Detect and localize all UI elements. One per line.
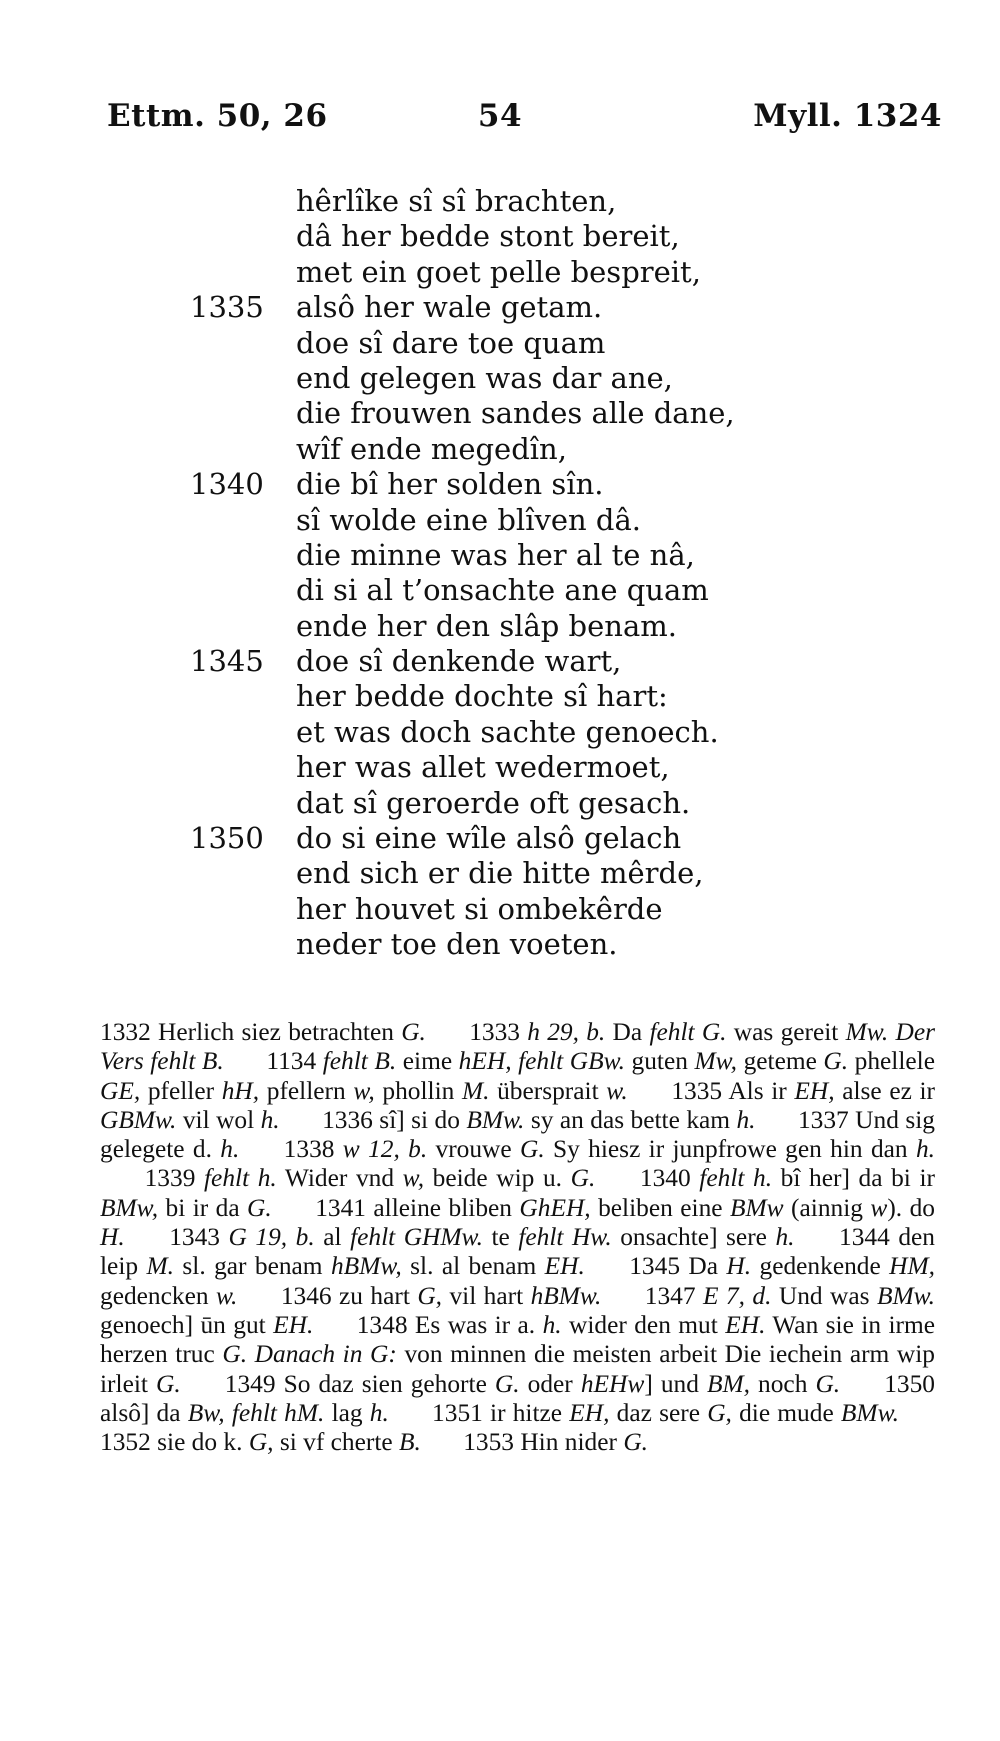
line-number: 1340 <box>190 467 264 502</box>
note-text: Und was <box>771 1281 877 1310</box>
verse-text: met ein goet pelle bespreit, <box>296 254 701 289</box>
note-siglum: h. <box>260 1105 280 1134</box>
note-text: lag <box>324 1398 370 1427</box>
note-siglum: w 12, b. <box>342 1135 428 1164</box>
note-text: 1340 <box>639 1164 700 1193</box>
note-text: te <box>482 1223 519 1252</box>
note-text: 1134 <box>266 1047 323 1076</box>
verse-text: do si eine wîle alsô gelach <box>296 821 682 856</box>
note-siglum: fehlt G. <box>649 1018 727 1046</box>
note-siglum: GhEH, <box>519 1193 591 1222</box>
note-siglum: Mw. Der Vers fehlt B. <box>100 1018 935 1076</box>
note-siglum: B. <box>399 1428 421 1457</box>
verse-line <box>0 184 1000 219</box>
note-siglum: fehlt B. <box>322 1047 397 1076</box>
verse-line <box>0 290 1000 325</box>
verse-text: dâ her bedde stont bereit, <box>296 219 680 254</box>
note-siglum: EH. <box>273 1310 314 1339</box>
note-text: vrouwe <box>427 1135 520 1164</box>
note-text: 1332 Herlich siez betrachten <box>100 1018 402 1046</box>
note-siglum: Mw, <box>694 1047 738 1076</box>
note-siglum: E 7, d. <box>703 1281 772 1310</box>
note-siglum: h. <box>736 1105 756 1134</box>
verse-line <box>0 821 1000 856</box>
note-text: übersprait <box>489 1076 607 1105</box>
note-siglum: hBMw. <box>530 1281 602 1310</box>
note-text: 1333 <box>469 1018 528 1046</box>
note-text: 1351 ir hitze <box>432 1398 570 1427</box>
note-siglum: h. <box>369 1398 389 1427</box>
note-text: bî her] da bi ir <box>772 1164 935 1193</box>
verse-text: sî wolde eine blîven dâ. <box>296 502 641 537</box>
verse-line <box>0 856 1000 891</box>
note-siglum: h. <box>915 1135 935 1164</box>
note-siglum: h. <box>775 1223 795 1252</box>
note-text: eime <box>396 1047 459 1076</box>
note-text: phollin <box>374 1076 462 1105</box>
note-text: gedencken <box>100 1281 216 1310</box>
note-text: vil hart <box>442 1281 531 1310</box>
note-text: bi ir da <box>158 1193 248 1222</box>
note-siglum: G. <box>815 1369 841 1398</box>
verse-line <box>0 361 1000 396</box>
note-siglum: BM, <box>706 1369 750 1398</box>
note-text: beide wip u. <box>424 1164 571 1193</box>
note-text: ). do <box>887 1193 935 1222</box>
poem-text <box>0 184 1000 963</box>
note-siglum: w. <box>606 1076 628 1105</box>
line-number: 1350 <box>190 821 264 856</box>
verse-line <box>0 609 1000 644</box>
note-text: pfellern <box>259 1076 354 1105</box>
note-siglum: Bw, fehlt hM. <box>187 1398 325 1427</box>
verse-line <box>0 644 1000 679</box>
note-siglum: G. <box>570 1164 596 1193</box>
note-siglum: hBMw, <box>330 1252 402 1281</box>
note-text: 1341 alleine bliben <box>315 1193 520 1222</box>
note-siglum: G. <box>823 1047 849 1076</box>
note-siglum: EH, <box>794 1076 835 1105</box>
note-text: Wan sie in irme herzen truc <box>100 1310 935 1369</box>
verse-line <box>0 219 1000 254</box>
note-siglum: G, <box>707 1398 732 1427</box>
note-text: geteme <box>737 1047 824 1076</box>
verse-text: neder toe den voeten. <box>296 927 618 962</box>
note-siglum: GBMw. <box>100 1105 177 1134</box>
verse-text: her was allet wedermoet, <box>296 750 670 785</box>
note-text: 1353 Hin nider <box>463 1428 624 1457</box>
note-siglum: h. <box>542 1310 562 1339</box>
verse-text: her houvet si ombekêrde <box>296 891 663 926</box>
note-siglum: G. <box>494 1369 520 1398</box>
note-siglum: fehlt h. <box>699 1164 773 1193</box>
note-text: was gereit <box>726 1018 846 1046</box>
note-text: (ainnig <box>783 1193 871 1222</box>
verse-text: alsô her wale getam. <box>296 290 603 325</box>
note-siglum: h 29, b. <box>527 1018 606 1046</box>
line-number: 1335 <box>190 290 264 325</box>
note-siglum: G, <box>417 1281 443 1310</box>
verse-text: die bî her solden sîn. <box>296 467 604 502</box>
note-text: genoech] ūn gut <box>100 1310 274 1339</box>
note-text: 1338 <box>283 1135 343 1164</box>
verse-text: die frouwen sandes alle dane, <box>296 396 735 431</box>
verse-text: et was doch sachte genoech. <box>296 714 719 749</box>
verse-line <box>0 503 1000 538</box>
note-text: ] und <box>644 1369 707 1398</box>
note-siglum: G. <box>247 1193 272 1222</box>
note-text: 1343 <box>169 1223 229 1252</box>
verse-line <box>0 467 1000 502</box>
verse-text: doe sî denkende wart, <box>296 644 622 679</box>
verse-text: her bedde dochte sî hart: <box>296 679 668 714</box>
note-siglum: GE, <box>100 1076 141 1105</box>
note-text: 1344 den leip <box>100 1223 935 1281</box>
note-text: al <box>314 1223 351 1252</box>
note-siglum: BMw. <box>840 1398 899 1427</box>
note-text: vil wol <box>176 1105 261 1134</box>
note-text: 1348 Es was ir a. <box>356 1310 543 1339</box>
note-text: 1349 So daz sien gehorte <box>224 1369 495 1398</box>
note-siglum: fehlt h. <box>204 1164 277 1193</box>
note-text: 1339 <box>144 1164 204 1193</box>
note-text: 1335 Als ir <box>671 1076 795 1105</box>
note-text: 1337 Und sig gelegete d. <box>100 1105 935 1164</box>
page-number: 54 <box>477 98 523 134</box>
verse-text: end gelegen was dar ane, <box>296 360 673 395</box>
verse-text: dat sî geroerde oft gesach. <box>296 785 691 820</box>
note-siglum: HM, <box>889 1252 935 1281</box>
note-text: noch <box>749 1369 816 1398</box>
note-siglum: G. <box>520 1135 545 1164</box>
note-text: 1346 zu hart <box>280 1281 418 1310</box>
verse-line <box>0 396 1000 431</box>
note-text: sy an das bette kam <box>524 1105 737 1134</box>
note-text: 1345 Da <box>629 1252 727 1281</box>
note-siglum: G 19, b. <box>228 1223 315 1252</box>
verse-line <box>0 715 1000 750</box>
note-text: die mude <box>731 1398 841 1427</box>
note-siglum: w. <box>215 1281 238 1310</box>
note-siglum: BMw. <box>876 1281 936 1310</box>
verse-line <box>0 892 1000 927</box>
verse-text: ende her den slâp benam. <box>296 608 677 643</box>
note-text: 1352 sie do k. <box>100 1428 249 1457</box>
note-text: alse ez ir <box>834 1076 935 1105</box>
note-siglum: BMw <box>730 1193 784 1222</box>
verse-text: di si al t’onsachte ane quam <box>296 573 709 608</box>
note-text: Sy hiesz ir junpfrowe gen hin dan <box>544 1135 916 1164</box>
note-siglum: hEHw <box>580 1369 645 1398</box>
note-text: beliben eine <box>590 1193 730 1222</box>
note-siglum: BMw, <box>100 1193 159 1222</box>
note-siglum: M. <box>146 1252 174 1281</box>
note-text: daz sere <box>609 1398 708 1427</box>
note-siglum: G. <box>401 1018 426 1046</box>
note-text: 1350 alsô] da <box>100 1369 935 1427</box>
note-text: onsachte] sere <box>611 1223 776 1252</box>
note-text: 1336 sî] si do <box>322 1105 467 1134</box>
note-text: pfeller <box>140 1076 222 1105</box>
note-siglum: BMw. <box>466 1105 525 1134</box>
note-siglum: w, <box>402 1164 425 1193</box>
line-number: 1345 <box>190 644 264 679</box>
note-text: si vf cherte <box>273 1428 399 1457</box>
note-siglum: w <box>870 1193 888 1222</box>
verse-line <box>0 679 1000 714</box>
note-siglum: EH, <box>569 1398 610 1427</box>
note-siglum: H. <box>726 1252 752 1281</box>
verse-text: end sich er die hitte mêrde, <box>296 856 704 891</box>
critical-apparatus <box>100 1018 935 1457</box>
verse-text: hêrlîke sî sî brachten, <box>296 184 617 218</box>
note-text: Da <box>605 1018 650 1046</box>
header-source-reference: Ettm. 50, 26 <box>107 98 328 134</box>
note-siglum: G. <box>623 1428 648 1457</box>
verse-line <box>0 750 1000 785</box>
note-siglum: h. <box>220 1135 240 1164</box>
note-siglum: EH. <box>544 1252 585 1281</box>
note-siglum: fehlt GHMw. <box>350 1223 483 1252</box>
verse-line <box>0 255 1000 290</box>
note-siglum: hEH, fehlt GBw. <box>458 1047 625 1076</box>
note-siglum: w, <box>353 1076 375 1105</box>
note-text: von minnen die meisten arbeit Die iechein arm wip irleit <box>100 1340 936 1398</box>
verse-line <box>0 786 1000 821</box>
note-siglum: G. <box>156 1369 181 1398</box>
note-siglum: hH, <box>221 1076 260 1105</box>
note-siglum: H. <box>100 1223 125 1252</box>
note-text: gedenkende <box>751 1252 890 1281</box>
verse-line <box>0 573 1000 608</box>
note-text: sl. gar benam <box>173 1252 331 1281</box>
verse-line <box>0 927 1000 962</box>
note-text: 1347 <box>644 1281 703 1310</box>
note-siglum: M. <box>461 1076 490 1105</box>
verse-line <box>0 432 1000 467</box>
verse-text: die minne was her al te nâ, <box>296 537 695 572</box>
note-text: guten <box>624 1047 695 1076</box>
note-text: sl. al benam <box>401 1252 545 1281</box>
verse-text: wîf ende megedîn, <box>296 431 567 466</box>
note-text: wider den mut <box>561 1310 726 1339</box>
note-siglum: fehlt Hw. <box>518 1223 612 1252</box>
note-siglum: G. Danach in G: <box>222 1340 397 1369</box>
verse-line <box>0 538 1000 573</box>
verse-line <box>0 326 1000 361</box>
note-text: Wider vnd <box>276 1164 403 1193</box>
header-edition-reference: Myll. 1324 <box>753 98 942 134</box>
note-siglum: G, <box>248 1428 274 1457</box>
verse-text: doe sî dare toe quam <box>296 325 606 360</box>
note-siglum: EH. <box>725 1310 766 1339</box>
note-text: oder <box>519 1369 581 1398</box>
note-text: phellele <box>848 1047 935 1076</box>
